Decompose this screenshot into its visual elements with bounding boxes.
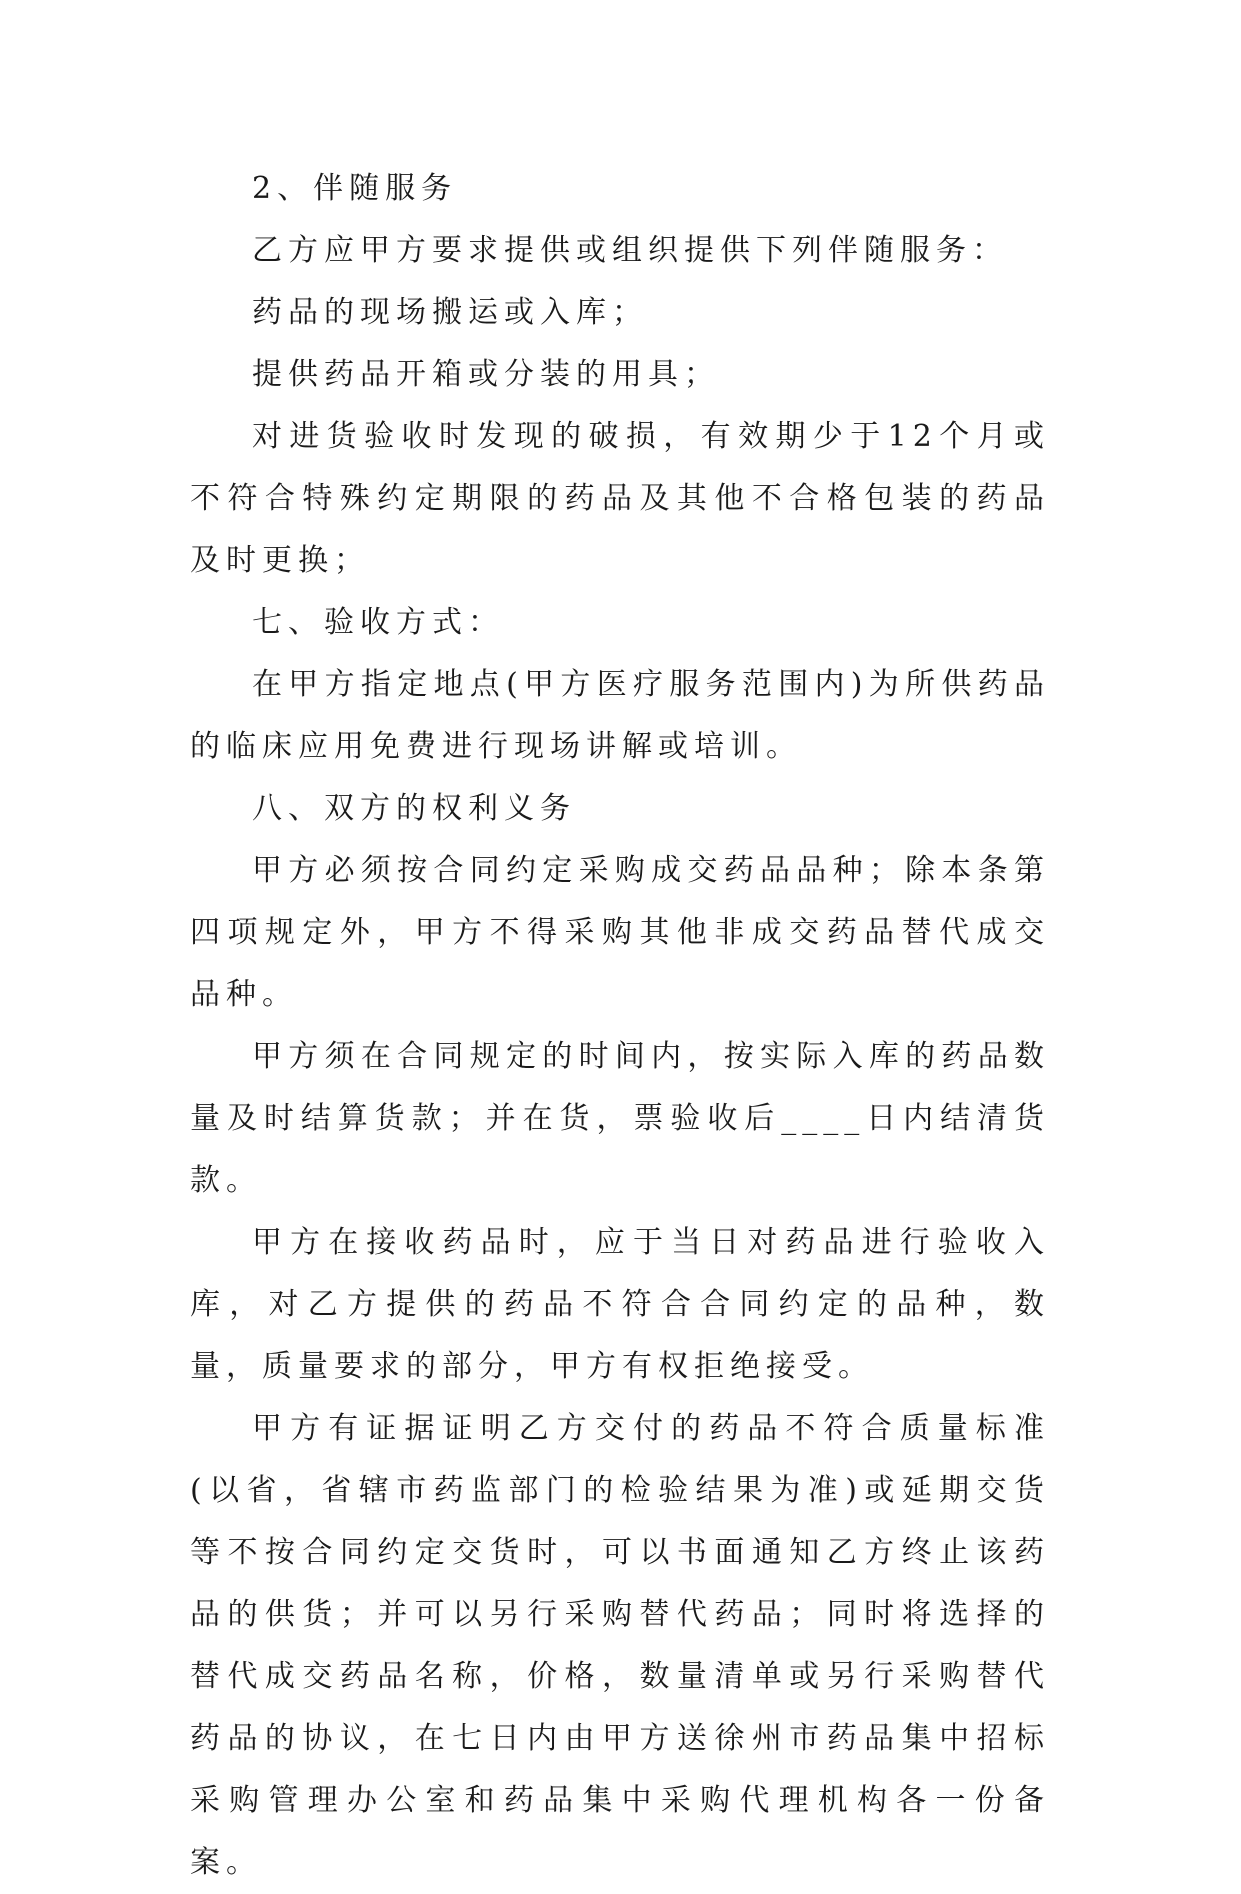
paragraph-body: 甲方在接收药品时，应于当日对药品进行验收入库，对乙方提供的药品不符合合同约定的品种，数量，质量要求的部分，甲方有权拒绝接受。 (190, 1225, 1050, 1384)
paragraph-services-intro: 乙方应甲方要求提供或组织提供下列伴随服务： (252, 233, 1008, 268)
paragraph-body: 甲方必须按合同约定采购成交药品品种；除本条第四项规定外，甲方不得采购其他非成交药品替代成交品种。 (190, 853, 1050, 1012)
paragraph-section-heading: 2、伴随服务 (252, 171, 458, 206)
paragraph-body: 在甲方指定地点(甲方医疗服务范围内)为所供药品的临床应用免费进行现场讲解或培训。 (190, 667, 1050, 764)
paragraph-body: 甲方须在合同规定的时间内，按实际入库的药品数量及时结算货款；并在货，票验收后____日内结清货款。 (190, 1039, 1050, 1198)
paragraph-service-item: 药品的现场搬运或入库； (252, 295, 648, 330)
paragraph-service-item: 提供药品开箱或分装的用具； (252, 357, 720, 392)
document-body (190, 158, 1050, 1894)
paragraph-service-item: 对进货验收时发现的破损，有效期少于12个月或不符合特殊约定期限的药品及其他不合格包装的药品及时更换； (190, 419, 1050, 578)
paragraph-body: 甲方有证据证明乙方交付的药品不符合质量标准(以省，省辖市药监部门的检验结果为准)或延期交货等不按合同约定交货时，可以书面通知乙方终止该药品的供货；并可以另行采购替代药品；同时将选择的替代成交药品名称，价格，数量清单或另行采购替代药品的协议，在七日内由甲方送徐州市药品集中招标采购管理办公室和药品集中采购代理机构各一份备案。 (190, 1411, 1050, 1880)
paragraph-section-heading: 七、验收方式： (252, 605, 504, 640)
paragraph-section-heading: 八、双方的权利义务 (252, 791, 576, 826)
